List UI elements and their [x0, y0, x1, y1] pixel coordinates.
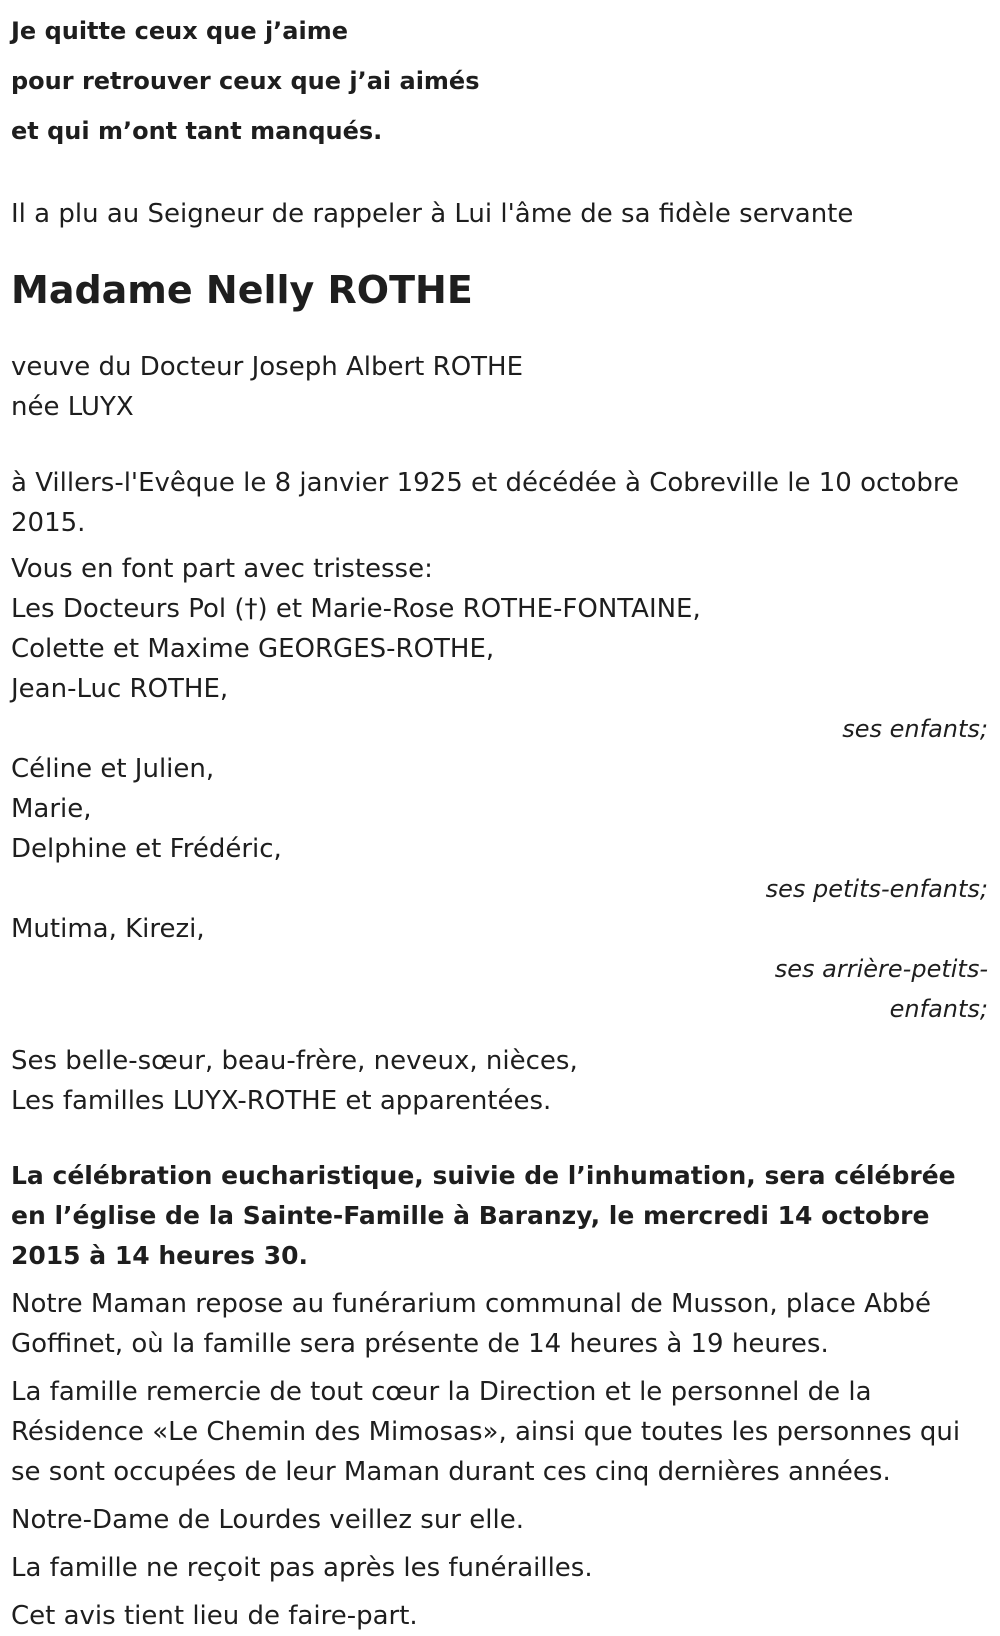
- poem-line: et qui m’ont tant manqués.: [11, 117, 383, 145]
- children-line: Les Docteurs Pol (†) et Marie-Rose ROTHE-FONTAINE,: [11, 594, 701, 624]
- announcement-intro: Vous en font part avec tristesse:: [11, 554, 433, 584]
- spouse-info: [11, 347, 988, 427]
- deceased-name: Madame Nelly ROTHE: [11, 268, 473, 312]
- grandchildren-line: Delphine et Frédéric,: [11, 834, 282, 864]
- birth-death-info: à Villers-l'Evêque le 8 janvier 1925 et décédée à Cobreville le 10 octobre 2015.: [11, 468, 959, 538]
- grandchildren-role: ses petits-enfants;: [765, 875, 988, 903]
- great-grandchildren-group: [11, 909, 988, 1029]
- poem-line: pour retrouver ceux que j’ai aimés: [11, 67, 480, 95]
- widow-of: veuve du Docteur Joseph Albert ROTHE: [11, 352, 524, 382]
- great-grandchildren-line: Mutima, Kirezi,: [11, 914, 205, 944]
- closing-note: Cet avis tient lieu de faire-part.: [11, 1601, 418, 1631]
- grandchildren-line: Marie,: [11, 794, 92, 824]
- relatives-line: Les familles LUYX-ROTHE et apparentées.: [11, 1086, 552, 1116]
- poem: [11, 0, 988, 156]
- children-role: ses enfants;: [842, 715, 988, 743]
- funeral-home-info: Notre Maman repose au funérarium communal de Musson, place Abbé Goffinet, où la famille sera présente de 14 heures à 19 heures.: [11, 1289, 931, 1359]
- great-grandchildren-role-cont: enfants;: [889, 995, 988, 1023]
- relatives-line: Ses belle-sœur, beau-frère, neveux, nièces,: [11, 1046, 578, 1076]
- prayer-line: Notre-Dame de Lourdes veillez sur elle.: [11, 1505, 524, 1535]
- grandchildren-group: [11, 749, 988, 909]
- great-grandchildren-role: ses arrière-petits-: [774, 955, 988, 983]
- intro-text: Il a plu au Seigneur de rappeler à Lui l'âme de sa fidèle servante: [11, 199, 854, 229]
- thanks-paragraph: La famille remercie de tout cœur la Direction et le personnel de la Résidence «Le Chemin des Mimosas», ainsi que toutes les personnes qui se sont occupées de leur Maman durant ces cinq dernières années.: [11, 1377, 961, 1487]
- children-group: [11, 589, 988, 749]
- ceremony-details: La célébration eucharistique, suivie de l’inhumation, sera célébrée en l’église de la Sainte-Famille à Baranzy, le mercredi 14 octobre 2015 à 14 heures 30.: [11, 1161, 956, 1270]
- children-line: Colette et Maxime GEORGES-ROTHE,: [11, 634, 495, 664]
- relatives-group: [11, 1041, 988, 1121]
- maiden-name: née LUYX: [11, 392, 134, 422]
- grandchildren-line: Céline et Julien,: [11, 754, 215, 784]
- no-reception-note: La famille ne reçoit pas après les funérailles.: [11, 1553, 593, 1583]
- poem-line: Je quitte ceux que j’aime: [11, 17, 349, 45]
- children-line: Jean-Luc ROTHE,: [11, 674, 229, 704]
